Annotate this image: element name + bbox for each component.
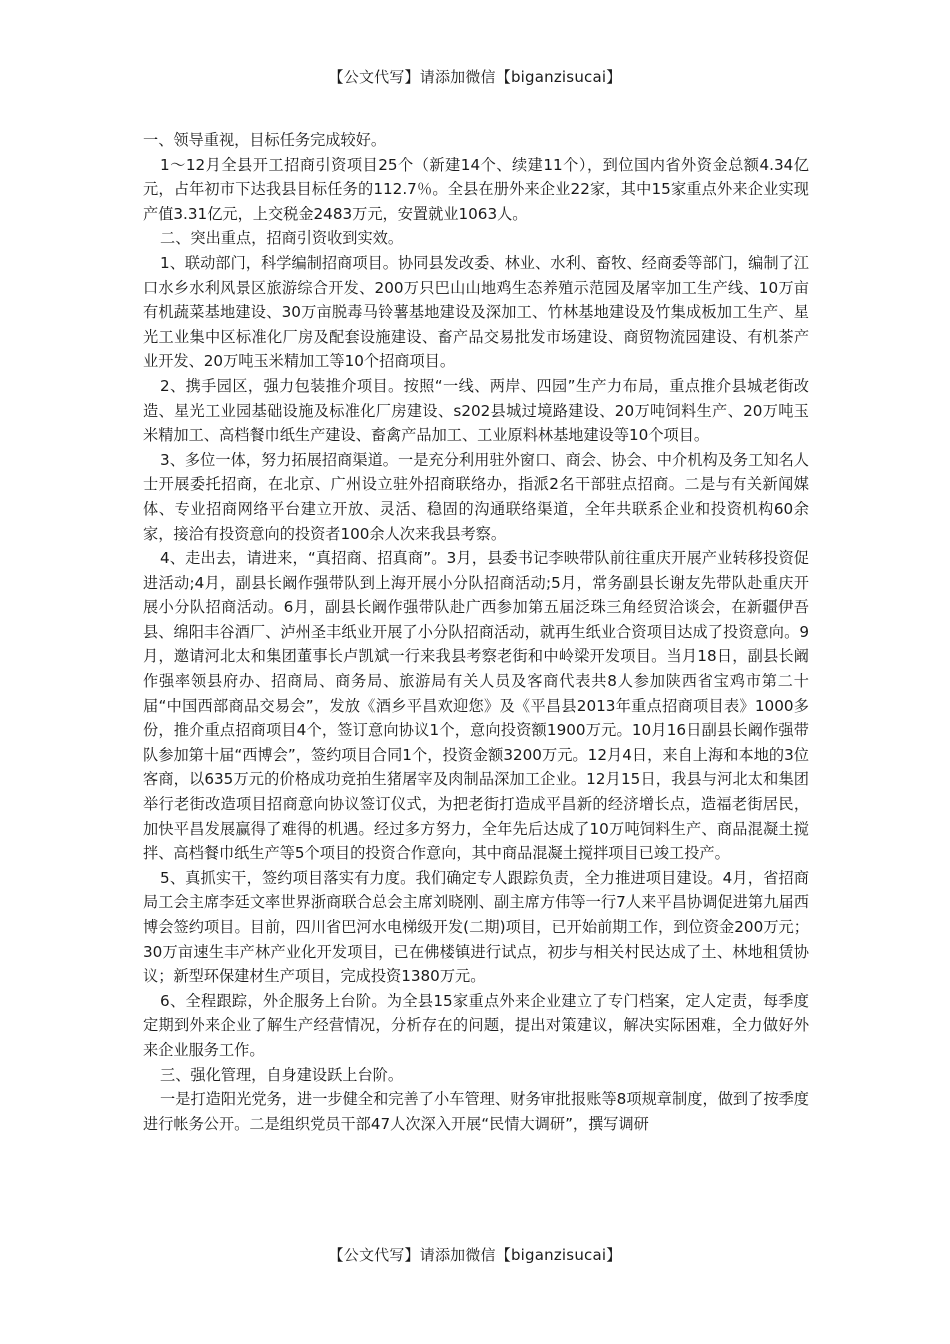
- paragraph: 5、真抓实干，签约项目落实有力度。我们确定专人跟踪负责，全力推进项目建设。4月，省招商局工会主席李廷文率世界浙商联合总会主席刘晓刚、副主席方伟等一行7人来平昌协调促进第九届西博会签约项目。目前，四川省巴河水电梯级开发(二期)项目，已开始前期工作，到位资金200万元；30万亩速生丰产林产业化开发项目，已在佛楼镇进行试点，初步与相关村民达成了土、林地租赁协议；新型环保建材生产项目，完成投资1380万元。: [143, 868, 809, 986]
- page-header: 【公文代写】请添加微信【biganzisucai】: [328, 68, 622, 86]
- paragraph: 4、走出去，请进来，“真招商、招真商”。3月，县委书记李映带队前往重庆开展产业转移投资促进活动;4月，副县长阚作强带队到上海开展小分队招商活动;5月，常务副县长谢友先带队赴重庆开展小分队招商活动。6月，副县长阚作强带队赴广西参加第五届泛珠三角经贸洽谈会，在新疆伊吾县、绵阳丰谷酒厂、泸州圣丰纸业开展了小分队招商活动，就再生纸业合资项目达成了投资意向。9月，邀请河北太和集团董事长卢凯斌一行来我县考察老街和中岭梁开发项目。当月18日，副县长阚作强率领县府办、招商局、商务局、旅游局有关人员及客商代表共8人参加陕西省宝鸡市第二十届“中国西部商品交易会”，发放《酒乡平昌欢迎您》及《平昌县2013年重点招商项目表》1000多份，推介重点招商项目4个，签订意向协议1个，意向投资额1900万元。10月16日副县长阚作强带队参加第十届“西博会”，签约项目合同1个，投资金额3200万元。12月4日，来自上海和本地的3位客商，以635万元的价格成功竞拍生猪屠宰及肉制品深加工企业。12月15日，我县与河北太和集团举行老街改造项目招商意向协议签订仪式，为把老街打造成平昌新的经济增长点，造福老街居民，加快平昌发展赢得了难得的机遇。经过多方努力，全年先后达成了10万吨饲料生产、商品混凝土搅拌、高档餐巾纸生产等5个项目的投资合作意向，其中商品混凝土搅拌项目已竣工投产。: [143, 549, 809, 863]
- paragraph: 三、强化管理，自身建设跃上台阶。: [160, 1065, 403, 1084]
- paragraph: 2、携手园区，强力包装推介项目。按照“一线、两岸、四园”生产力布局，重点推介县城老街改造、星光工业园基础设施及标准化厂房建设、s202县城过境路建设、20万吨饲料生产、20万吨玉米精加工、高档餐巾纸生产建设、畜禽产品加工、工业原料林基地建设等10个项目。: [143, 376, 809, 445]
- paragraph: 6、全程跟踪，外企服务上台阶。为全县15家重点外来企业建立了专门档案，定人定责，每季度定期到外来企业了解生产经营情况，分析存在的问题，提出对策建议，解决实际困难，全力做好外来企业服务工作。: [143, 991, 809, 1059]
- paragraph: 一是打造阳光党务，进一步健全和完善了小车管理、财务审批报账等8项规章制度，做到了按季度进行帐务公开。二是组织党员干部47人次深入开展“民情大调研”，撰写调研: [143, 1090, 809, 1133]
- paragraph: 1～12月全县开工招商引资项目25个（新建14个、续建11个），到位国内省外资金总额4.34亿元，占年初市下达我县目标任务的112.7％。全县在册外来企业22家，其中15家重点外来企业实现产值3.31亿元，上交税金2483万元，安置就业1063人。: [143, 155, 809, 223]
- paragraph: 3、多位一体，努力拓展招商渠道。一是充分利用驻外窗口、商会、协会、中介机构及务工知名人士开展委托招商，在北京、广州设立驻外招商联络办，指派2名干部驻点招商。二是与有关新闻媒体、专业招商网络平台建立开放、灵活、稳固的沟通联络渠道，全年共联系企业和投资机构60余家，接洽有投资意向的投资者100余人次来我县考察。: [143, 450, 809, 543]
- document-body: [143, 128, 809, 1136]
- paragraph: 1、联动部门，科学编制招商项目。协同县发改委、林业、水利、畜牧、经商委等部门，编制了江口水乡水利风景区旅游综合开发、200万只巴山山地鸡生态养殖示范园及屠宰加工生产线、10万亩有机蔬菜基地建设、30万亩脱毒马铃薯基地建设及深加工、竹林基地建设及竹集成板加工生产、星光工业集中区标准化厂房及配套设施建设、畜产品交易批发市场建设、商贸物流园建设、有机茶产业开发、20万吨玉米精加工等10个招商项目。: [143, 253, 809, 371]
- paragraph: 二、突出重点，招商引资收到实效。: [160, 229, 403, 248]
- page-footer: 【公文代写】请添加微信【biganzisucai】: [328, 1246, 622, 1264]
- paragraph: 一、领导重视，目标任务完成较好。: [143, 131, 386, 149]
